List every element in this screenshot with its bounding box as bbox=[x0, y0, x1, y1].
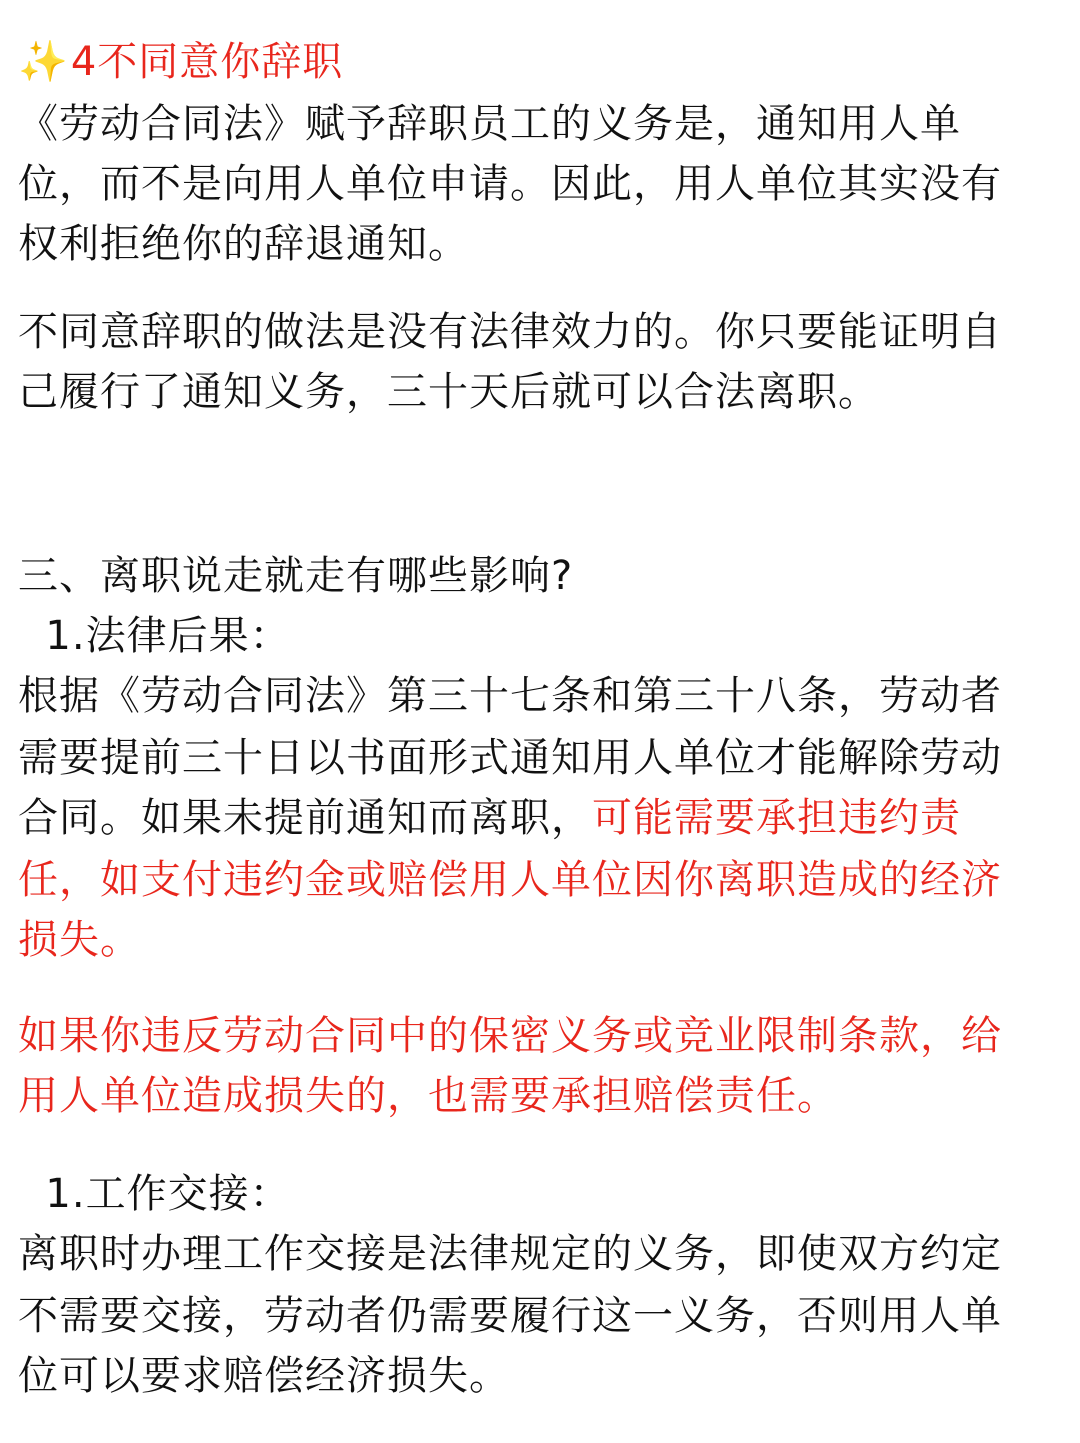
text-line: 不需要交接，劳动者仍需要履行这一义务，否则用人单 bbox=[18, 1293, 1002, 1339]
text-line-highlight: 如果你违反劳动合同中的保密义务或竞业限制条款，给 bbox=[18, 1013, 1002, 1059]
sparkle-icon: ✨ bbox=[18, 39, 69, 85]
text-line-highlight: 损失。 bbox=[18, 917, 141, 963]
text-line: 《劳动合同法》赋予辞职员工的义务是，通知用人单 bbox=[18, 101, 961, 147]
text-highlight: 可能需要承担违约责 bbox=[592, 795, 961, 841]
text-line: 己履行了通知义务，三十天后就可以合法离职。 bbox=[18, 369, 879, 415]
text-line-highlight: 用人单位造成损失的，也需要承担赔偿责任。 bbox=[18, 1073, 838, 1119]
text-line: 不同意辞职的做法是没有法律效力的。你只要能证明自 bbox=[18, 309, 1002, 355]
text-normal: 合同。如果未提前通知而离职， bbox=[18, 795, 592, 841]
subheading-work-handover: 1.工作交接： bbox=[18, 1171, 291, 1217]
section-4-heading bbox=[18, 38, 343, 86]
section-4-heading-text: 4不同意你辞职 bbox=[70, 39, 344, 85]
text-line: 需要提前三十日以书面形式通知用人单位才能解除劳动 bbox=[18, 735, 1002, 781]
text-line: 权利拒绝你的辞退通知。 bbox=[18, 221, 469, 267]
text-line: 位，而不是向用人单位申请。因此，用人单位其实没有 bbox=[18, 161, 1002, 207]
text-line: 离职时办理工作交接是法律规定的义务，即使双方约定 bbox=[18, 1231, 1002, 1277]
text-line: 位可以要求赔偿经济损失。 bbox=[18, 1353, 510, 1399]
subheading-legal-consequences: 1.法律后果： bbox=[18, 613, 291, 659]
section-3-heading: 三、离职说走就走有哪些影响? bbox=[18, 553, 574, 599]
text-line-mixed bbox=[18, 794, 961, 842]
text-line-highlight: 任，如支付违约金或赔偿用人单位因你离职造成的经济 bbox=[18, 857, 1002, 903]
text-line: 根据《劳动合同法》第三十七条和第三十八条，劳动者 bbox=[18, 673, 1002, 719]
